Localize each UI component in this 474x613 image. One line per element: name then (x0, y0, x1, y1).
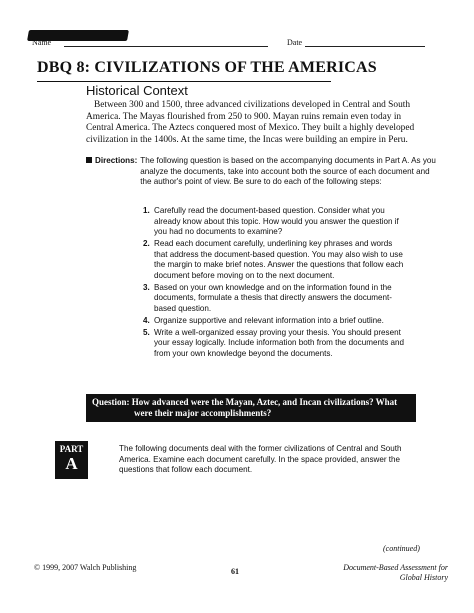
date-field-line[interactable] (305, 46, 425, 47)
step-number: 4. (143, 315, 150, 325)
context-text: Between 300 and 1500, three advanced civilizations developed in Central and South America. The Mayas flourished from 250 to 900. Mayan ruins remain even today in Central America. The Aztecs conquered most of Mexico. They built a highly developed civilization in the 1400s. At the same time, the Incas were building an empire in Peru. (86, 100, 415, 145)
part-badge (55, 441, 88, 479)
context-paragraph (86, 100, 416, 146)
page-number: 61 (231, 567, 239, 576)
context-heading: Historical Context (86, 83, 188, 98)
question-box (86, 394, 416, 422)
name-field-line[interactable] (64, 46, 268, 47)
step-text: Write a well-organized essay proving your thesis. You should present your essay logically. Include information both from the documents and from your own knowledge beyond the documents. (154, 327, 404, 358)
directions-steps (143, 206, 405, 361)
page-title: DBQ 8: CIVILIZATIONS OF THE AMERICAS (37, 59, 377, 76)
list-item (143, 283, 405, 315)
step-number: 2. (143, 239, 150, 248)
part-letter: A (65, 454, 78, 473)
book-title (336, 563, 448, 583)
step-text: Based on your own knowledge and on the information found in the documents, formulate a thesis that directly answers the document-based question. (154, 282, 392, 313)
step-text: Organize supportive and relevant information into a brief outline. (154, 315, 384, 325)
directions-block (86, 156, 436, 188)
title-underline (37, 81, 331, 82)
list-item (143, 328, 405, 360)
list-item (143, 206, 405, 238)
question-line-2: were their major accomplishments? (134, 408, 272, 418)
directions-label: Directions: (95, 156, 138, 165)
bullet-square-icon (86, 157, 92, 163)
part-word: PART (59, 444, 84, 454)
book-title-line-1: Document-Based Assessment for (343, 563, 448, 572)
copyright-notice: © 1999, 2007 Walch Publishing (34, 563, 137, 572)
part-intro-text: The following documents deal with the former civilizations of Central and South America. Examine each document carefully. In the space provided, answer the questions that follow each document. (119, 444, 402, 474)
list-item (143, 239, 405, 281)
step-number: 1. (143, 206, 150, 215)
step-text: Read each document carefully, underlining key phrases and words that address the document-based question. You may also wish to use the margin to make brief notes. Answer the questions that follow each document before moving on to the next document. (154, 239, 404, 280)
list-item (143, 316, 405, 327)
name-label: Name (32, 38, 52, 47)
book-title-line-2: Global History (399, 573, 448, 582)
question-line-1: Question: How advanced were the Mayan, Aztec, and Incan civilizations? What (92, 397, 398, 407)
date-label: Date (287, 38, 303, 47)
directions-label-wrap (86, 156, 137, 188)
directions-text: The following question is based on the accompanying documents in Part A. As you analyze the documents, take into account both the source of each document and the author's point of view. Be sure to do each of the following steps: (140, 156, 436, 186)
step-number: 5. (143, 327, 150, 337)
step-number: 3. (143, 282, 150, 292)
step-text: Carefully read the document-based question. Consider what you already know about this topic. How would you answer the question if you had no documents to examine? (154, 206, 399, 236)
continued-note: (continued) (383, 544, 420, 553)
